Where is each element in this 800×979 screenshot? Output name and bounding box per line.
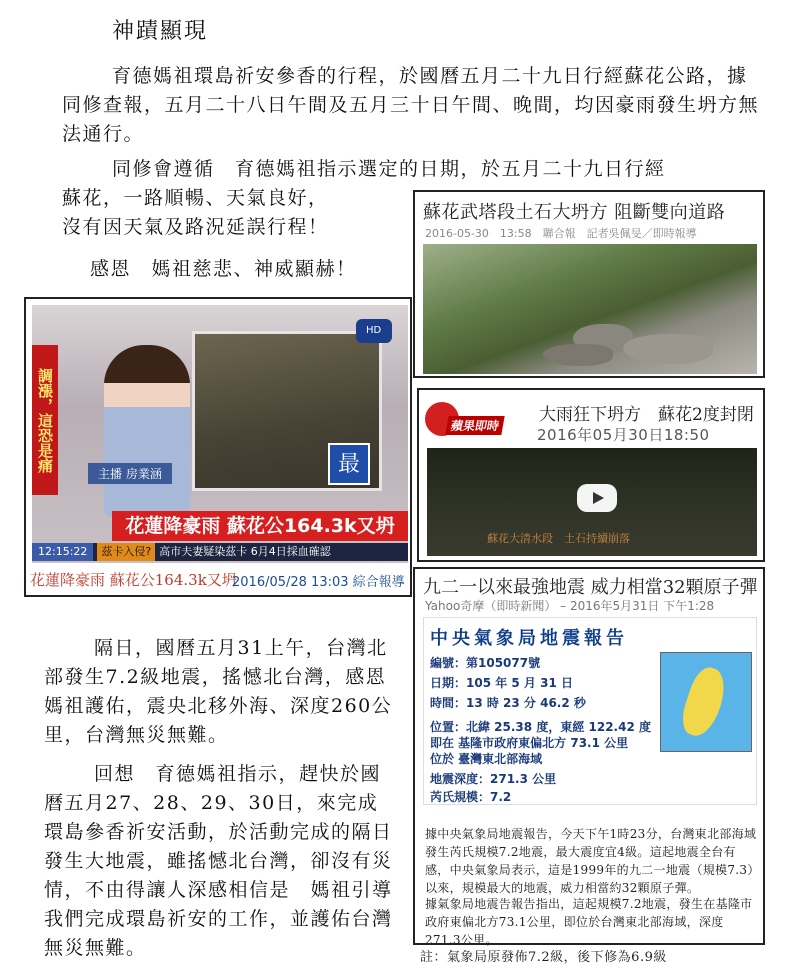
report-row: 編號：第105077號 xyxy=(430,656,541,670)
footnote: 註：氣象局原發佈7.2級，後下修為6.9級 xyxy=(420,950,667,965)
video-caption: 蘇花大清水段 土石持續崩落 xyxy=(487,532,630,545)
tv-tag: 茲卡入侵? xyxy=(97,543,155,561)
tv-screenshot xyxy=(32,305,408,563)
report-row: 日期：105 年 5 月 31 日 xyxy=(430,676,573,690)
paragraph-follow-line3: 沒有因天氣及路況延誤行程！ xyxy=(62,216,329,238)
paragraph-earthquake: 隔日，國曆五月31上午，台灣北部發生7.2級地震，搖憾北台灣，感恩 媽祖護佑，震央北移外海、深度260公里，台灣無災無難。 xyxy=(44,637,407,746)
report-title: 中央氣象局地震報告 xyxy=(430,628,628,649)
report-row: 位置：北緯 25.38 度，東經 122.42 度 xyxy=(430,720,651,734)
tv-crawl-bar xyxy=(32,543,408,561)
news-source: 綜合報導 xyxy=(352,575,405,590)
brand-label: 蘋果即時 xyxy=(445,416,504,435)
paragraph-gratitude: 感恩 媽祖慈悲、神威顯赫！ xyxy=(90,258,357,280)
video-player[interactable] xyxy=(427,448,757,556)
tv-time: 12:15:22 xyxy=(32,543,93,561)
channel-logo-icon xyxy=(356,319,392,343)
news-meta: 2016-05-30 13:58 聯合報 記者吳佩旻／即時報導 xyxy=(425,227,697,240)
news-meta: Yahoo奇摩（即時新聞） – 2016年5月31日 下午1:28 xyxy=(425,599,715,613)
news-caption: 花蓮降豪雨 蘇花公164.3k又坍 xyxy=(30,571,237,589)
report-paragraph-2: 據氣象局地震告報告指出，這起規模7.2地震，發生在基隆市政府東偏北方73.1公里，即位於台灣東北部海域，深度271.3公里。 xyxy=(425,897,753,947)
news-anchor xyxy=(104,345,190,517)
news-datetime: 2016年05月30日18:50 xyxy=(537,426,710,444)
report-row: 時間：13 時 23 分 46.2 秒 xyxy=(430,696,586,710)
epicenter-map xyxy=(660,652,752,752)
news-clip-apple-daily xyxy=(417,388,765,562)
news-headline: 大雨狂下坍方 蘇花2度封閉 xyxy=(539,405,754,425)
channel-hd: HD xyxy=(366,325,382,336)
paragraph-reflection: 回想 育德媽祖指示，趕快於國曆五月27、28、29、30日，來完成環島參香祈安活動，於活動完成的隔日發生大地震，雖搖憾北台灣，卻沒有災情，不由得讓人深感相信是 媽祖引導我們完成環島祈安的工作，並護佑台灣無災無難。 xyxy=(44,763,393,959)
badge: 最 xyxy=(328,443,370,485)
play-icon[interactable] xyxy=(577,484,617,512)
news-date: 2016/05/28 13:03 xyxy=(232,575,349,590)
news-headline: 九二一以來最強地震 威力相當32顆原子彈 xyxy=(423,577,758,598)
paragraph-route: 育德媽祖環島祈安參香的行程，於國曆五月二十九日行經蘇花公路，據同修查報，五月二十八日午間及五月三十日午間、晚間，均因豪雨發生坍方無法通行。 xyxy=(62,65,760,145)
report-row: 地震深度：271.3 公里 xyxy=(430,772,557,786)
report-row: 芮氏規模：7.2 xyxy=(430,790,512,804)
news-clip-tv-broadcast xyxy=(24,297,412,597)
landslide-photo xyxy=(423,244,757,374)
side-ticker: 調漲，這恐是痛 xyxy=(32,345,58,495)
page-title: 神蹟顯現 xyxy=(112,19,209,44)
paragraph-follow-line2: 蘇花，一路順暢、天氣良好， xyxy=(62,187,329,209)
report-row: 即在 基隆市政府東偏北方 73.1 公里 xyxy=(430,736,629,750)
news-clip-landslide-udn xyxy=(413,190,765,378)
news-date-source xyxy=(232,571,405,590)
taiwan-shape xyxy=(677,663,731,740)
anchor-name: 主播 房業涵 xyxy=(88,463,172,484)
earthquake-report xyxy=(423,617,757,805)
news-headline: 蘇花武塔段土石大坍方 阻斷雙向道路 xyxy=(423,202,726,223)
paragraph-follow-line1: 同修會遵循 育德媽祖指示選定的日期，於五月二十九日行經 xyxy=(112,158,666,180)
report-row: 位於 臺灣東北部海域 xyxy=(430,752,543,766)
tv-banner: 花蓮降豪雨 蘇花公164.3k又坍 xyxy=(112,511,408,541)
tv-crawl: 高市夫妻疑染茲卡 6月4日採血確認 xyxy=(159,545,331,558)
news-clip-earthquake-yahoo xyxy=(413,567,765,945)
report-paragraph-1: 據中央氣象局地震報告，今天下午1時23分，台灣東北部海域發生芮氏規模7.2地震，最大震度宜4級。這起地震全台有感，中央氣象局表示，這是1999年的九二一地震（規模7.3）以來，規模最大的地震，威力相當約32顆原子彈。 xyxy=(425,827,757,895)
